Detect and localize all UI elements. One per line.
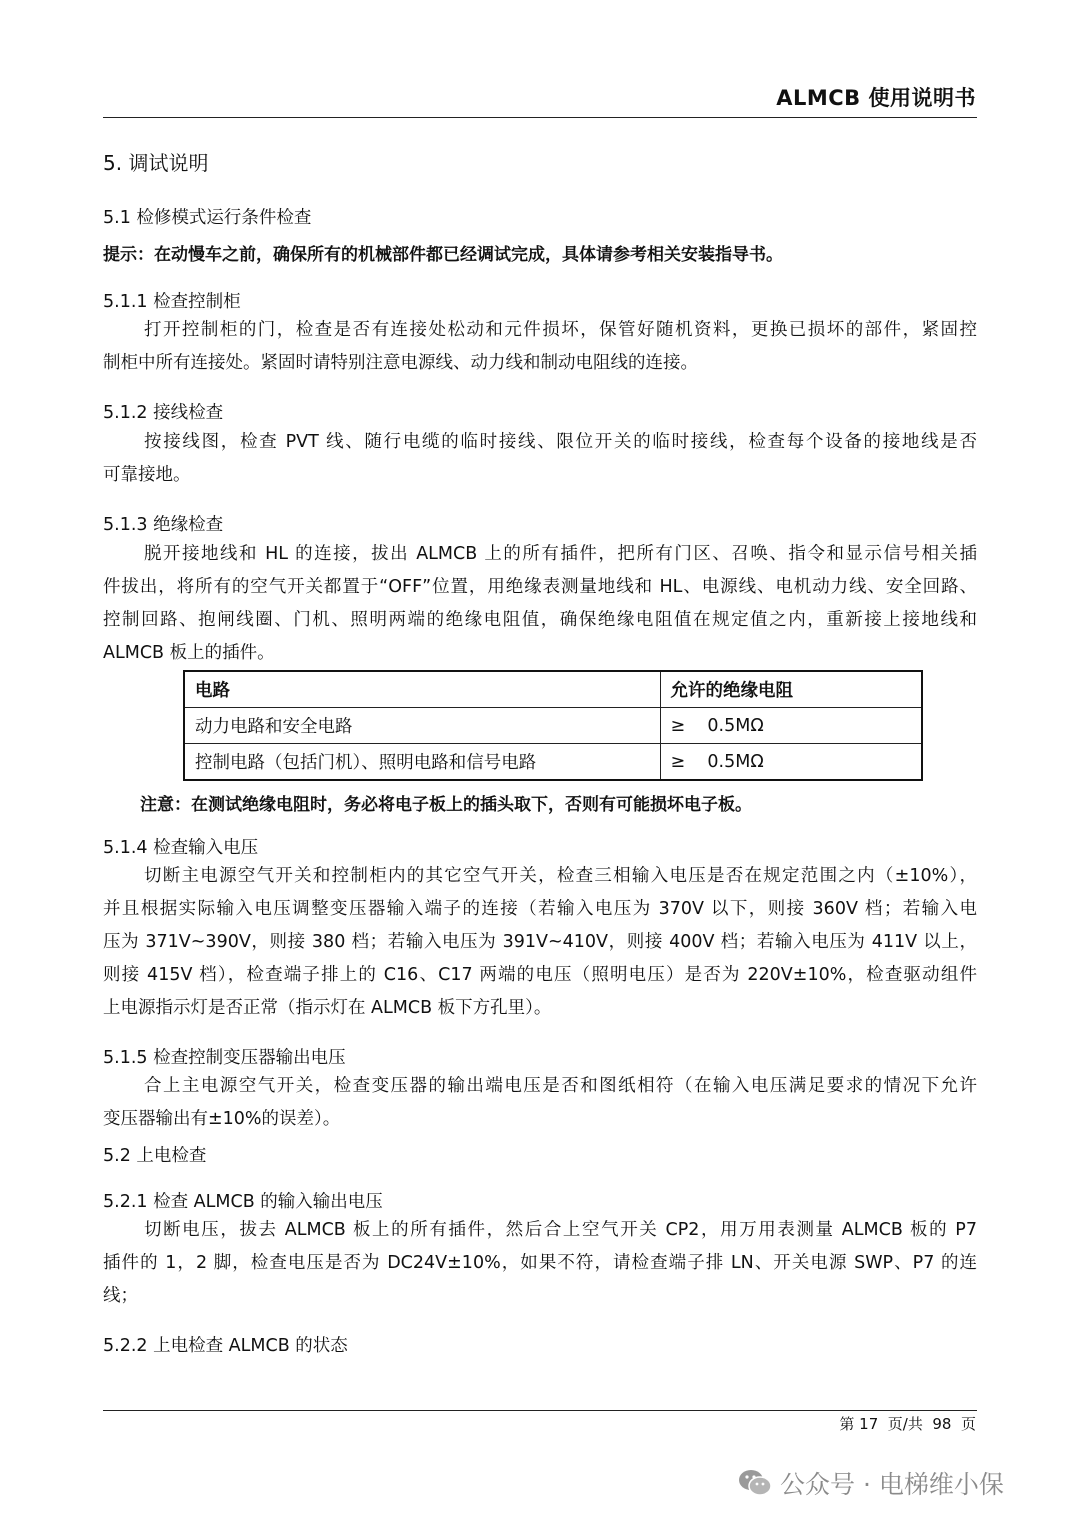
watermark: [738, 1465, 1004, 1501]
wechat-icon: [738, 1468, 772, 1498]
table-cell: 控制电路（包括门机）、照明电路和信号电路: [184, 744, 660, 781]
page-number: 第 17 页/共 98 页: [839, 1415, 976, 1433]
table-header-row: [184, 671, 922, 708]
column-header-resistance: 允许的绝缘电阻: [660, 671, 922, 708]
paragraph-line: 线；: [103, 1286, 138, 1306]
paragraph-line: 切断主电源空气开关和控制柜内的其它空气开关，检查三相输入电压是否在规定范围之内（±10%），: [144, 866, 977, 886]
table-cell: ≥ 0.5MΩ: [660, 708, 922, 744]
table-row: [184, 744, 922, 781]
paragraph-line: 插件的 1，2 脚，检查电压是否为 DC24V±10%，如果不符，请检查端子排 LN、开关电源 SWP、P7 的连: [103, 1253, 977, 1273]
section-5-2-2-heading: 5.2.2 上电检查 ALMCB 的状态: [103, 1336, 348, 1356]
paragraph-line: 上电源指示灯是否正常（指示灯在 ALMCB 板下方孔里）。: [103, 998, 552, 1018]
watermark-text: 公众号 · 电梯维小保: [780, 1470, 1004, 1499]
section-5-1-2-heading: 5.1.2 接线检查: [103, 403, 224, 423]
section-5-2-1-heading: 5.2.1 检查 ALMCB 的输入输出电压: [103, 1192, 383, 1212]
paragraph-line: 件拔出，将所有的空气开关都置于“OFF”位置，用绝缘表测量地线和 HL、电源线、电机动力线、安全回路、: [103, 577, 977, 597]
paragraph-line: 打开控制柜的门，检查是否有连接处松动和元件损坏，保管好随机资料，更换已损坏的部件，紧固控: [144, 320, 977, 340]
column-header-circuit: 电路: [184, 671, 660, 708]
section-5-1-5-heading: 5.1.5 检查控制变压器输出电压: [103, 1048, 346, 1068]
tip-text: 提示：在动慢车之前，确保所有的机械部件都已经调试完成，具体请参考相关安装指导书。: [103, 245, 783, 265]
section-5-1-4-paragraph: [103, 860, 977, 1025]
table-cell: ≥ 0.5MΩ: [660, 744, 922, 781]
section-5-1-1-heading: 5.1.1 检查控制柜: [103, 292, 241, 312]
table-row: [184, 708, 922, 744]
section-5-1-1-paragraph: [103, 314, 977, 380]
paragraph-line: ALMCB 板上的插件。: [103, 643, 275, 663]
paragraph-line: 合上主电源空气开关，检查变压器的输出端电压是否和图纸相符（在输入电压满足要求的情况下允许: [144, 1076, 977, 1096]
section-5-1-4-heading: 5.1.4 检查输入电压: [103, 838, 259, 858]
section-5-2-1-paragraph: [103, 1214, 977, 1313]
paragraph-line: 按接线图，检查 PVT 线、随行电缆的临时接线、限位开关的临时接线，检查每个设备的接地线是否: [144, 432, 977, 452]
section-5-heading: 5. 调试说明: [103, 151, 209, 175]
paragraph-line: 则接 415V 档），检查端子排上的 C16、C17 两端的电压（照明电压）是否为 220V±10%，检查驱动组件: [103, 965, 977, 985]
section-5-1-3-paragraph: [103, 538, 977, 670]
document-title: ALMCB 使用说明书: [776, 86, 976, 110]
insulation-resistance-table: [183, 670, 923, 781]
header-divider: [103, 117, 977, 118]
table-cell: 动力电路和安全电路: [184, 708, 660, 744]
footer-divider: [103, 1410, 977, 1411]
section-5-1-5-paragraph: [103, 1070, 977, 1136]
paragraph-line: 制柜中所有连接处。紧固时请特别注意电源线、动力线和制动电阻线的连接。: [103, 353, 698, 373]
note-text: 注意：在测试绝缘电阻时，务必将电子板上的插头取下，否则有可能损坏电子板。: [140, 795, 752, 815]
paragraph-line: 压为 371V~390V，则接 380 档；若输入电压为 391V~410V，则接 400V 档；若输入电压为 411V 以上，: [103, 932, 977, 952]
section-5-1-2-paragraph: [103, 426, 977, 492]
paragraph-line: 脱开接地线和 HL 的连接，拔出 ALMCB 上的所有插件，把所有门区、召唤、指令和显示信号相关插: [144, 544, 977, 564]
paragraph-line: 可靠接地。: [103, 465, 191, 485]
paragraph-line: 切断电压，拔去 ALMCB 板上的所有插件，然后合上空气开关 CP2，用万用表测量 ALMCB 板的 P7: [144, 1220, 977, 1240]
paragraph-line: 并且根据实际输入电压调整变压器输入端子的连接（若输入电压为 370V 以下，则接 360V 档；若输入电: [103, 899, 977, 919]
section-5-1-heading: 5.1 检修模式运行条件检查: [103, 208, 312, 228]
paragraph-line: 控制回路、抱闸线圈、门机、照明两端的绝缘电阻值，确保绝缘电阻值在规定值之内，重新接上接地线和: [103, 610, 977, 630]
paragraph-line: 变压器输出有±10%的误差）。: [103, 1109, 341, 1129]
section-5-1-3-heading: 5.1.3 绝缘检查: [103, 515, 224, 535]
section-5-2-heading: 5.2 上电检查: [103, 1146, 207, 1166]
